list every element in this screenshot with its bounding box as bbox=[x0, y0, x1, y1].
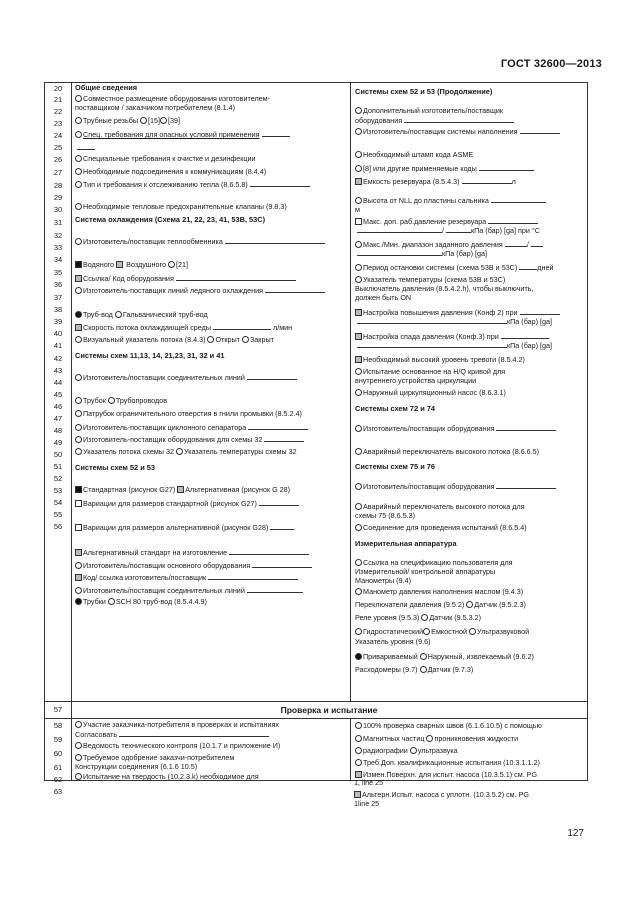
radio-icon bbox=[355, 128, 362, 135]
radio-icon bbox=[355, 107, 362, 114]
row-number: 60 bbox=[53, 749, 63, 758]
radio-icon bbox=[75, 598, 82, 605]
field-connection-lines[interactable]: Изготовитель/поставщик соединительных линий bbox=[75, 373, 297, 383]
radio-icon bbox=[140, 117, 147, 124]
row-number: 59 bbox=[53, 735, 63, 744]
field-shutdown-period[interactable]: Период остановки системы (схема 53В и 53С) дней bbox=[355, 263, 553, 273]
field-co-location[interactable]: Совместное размещение оборудования изготовителем- bbox=[75, 95, 270, 104]
checkbox-icon bbox=[354, 791, 361, 798]
radio-icon bbox=[75, 95, 82, 102]
field-high-level-alarm[interactable]: Необходимый высокий уровень тревоги (8.5.4.2) bbox=[355, 356, 525, 365]
field-gauges: Манометры (9.4) bbox=[355, 576, 411, 585]
row-number: 29 bbox=[53, 193, 63, 202]
field-agree: Согласовать bbox=[75, 730, 118, 739]
row-number: 25 bbox=[53, 143, 63, 152]
field-orifice[interactable]: Патрубок ограничительного отверстия в гнили промывки (8.5.2.4) bbox=[75, 410, 302, 419]
row-number: 33 bbox=[53, 243, 63, 252]
checkbox-icon bbox=[75, 500, 82, 507]
field-nll-height[interactable]: Высота от NLL до пластины сальника bbox=[355, 196, 546, 206]
systems-52-title: Системы схем 52 и 53 bbox=[75, 463, 156, 472]
field-additional-supplier[interactable]: Дополнительный изготовитель/поставщик bbox=[355, 107, 503, 116]
radio-icon bbox=[75, 155, 82, 162]
systems-75-title: Системы схем 75 и 76 bbox=[355, 462, 436, 471]
field-main-equipment[interactable]: Изготовитель/поставщик основного оборудования bbox=[75, 561, 312, 571]
radio-icon bbox=[75, 410, 82, 417]
row-number: 57 bbox=[53, 705, 63, 714]
field-tank-capacity[interactable]: Емкость резервуара (8.5.4.3) л bbox=[355, 177, 516, 187]
row-number: 47 bbox=[53, 414, 63, 423]
radio-icon bbox=[75, 721, 82, 728]
field-scheme32-equipment[interactable]: Изготовитель-поставщик оборудования для схемы 32 bbox=[75, 435, 304, 445]
radio-icon bbox=[75, 397, 82, 404]
radio-icon bbox=[75, 238, 82, 245]
radio-icon bbox=[75, 742, 82, 749]
field-alt-pump-test[interactable]: Альтерн.Испыт. насоса с уплотн. (10.3.5.2) см. PG bbox=[354, 791, 529, 800]
field-pressure-rise[interactable]: Настройка повышения давления (Конф 2) при bbox=[355, 308, 560, 318]
radio-icon bbox=[355, 151, 362, 158]
field-utility-connections[interactable]: Необходимые подсоединения к коммуникациям (8.4.4) bbox=[75, 168, 266, 177]
field-heat-exchanger[interactable]: Изготовитель/поставщик теплообменника bbox=[75, 237, 325, 247]
row-number: 43 bbox=[53, 366, 63, 375]
row-number: 21 bbox=[53, 95, 63, 104]
field-level-relay[interactable]: Реле уровня (9.5.3) Датчик (9.5.3.2) bbox=[355, 613, 482, 622]
field-cleaning-reqs[interactable]: Специальные требования к очистке и дезинфекции bbox=[75, 155, 256, 164]
radio-icon bbox=[355, 759, 362, 766]
checkbox-icon bbox=[355, 333, 362, 340]
radio-icon bbox=[75, 203, 82, 210]
row-number: 62 bbox=[53, 775, 63, 784]
radio-icon bbox=[108, 397, 115, 404]
field-welded[interactable]: Привариваемый Наружный, извлекаемый (9.6.2) bbox=[355, 653, 534, 662]
field-equipment-75[interactable]: Изготовитель/поставщик оборудования bbox=[355, 482, 556, 492]
row-number: 46 bbox=[53, 402, 63, 411]
systems-52-cont-title: Системы схем 52 и 53 (Продолжение) bbox=[355, 87, 493, 96]
field-customer-participation[interactable]: Участие заказчика-потребителя в проверках и испытаниях bbox=[75, 721, 279, 730]
field-setpoint-range-unit: кПа (бар) [gа] bbox=[442, 249, 488, 258]
row-number: 51 bbox=[53, 462, 63, 471]
row-number: 55 bbox=[53, 510, 63, 519]
checkbox-icon bbox=[116, 261, 123, 268]
document-header: ГОСТ 32600—2013 bbox=[500, 58, 602, 70]
row-number: 44 bbox=[53, 378, 63, 387]
checkbox-icon bbox=[355, 309, 362, 316]
checkbox-icon bbox=[75, 524, 82, 531]
field-instrument-spec[interactable]: Ссылка на спецификацию пользователя для bbox=[355, 559, 513, 568]
field-cooling-type[interactable]: Водяного Воздушного [21] bbox=[75, 261, 188, 270]
radio-icon bbox=[355, 722, 362, 729]
field-radiography[interactable]: радиографии ультразвука bbox=[355, 747, 458, 756]
field-max-working-pressure[interactable]: Макс. доп. раб.давление резервуара bbox=[355, 217, 538, 227]
field-surface-change-cont: 1, line 25 bbox=[354, 778, 384, 787]
field-equipment-72[interactable]: Изготовитель/поставщик оборудования bbox=[355, 424, 556, 434]
radio-icon bbox=[355, 276, 362, 283]
field-weld-inspection[interactable]: 100% проверка сварных швов (6.1.6.10.5) с помощью bbox=[355, 722, 542, 731]
field-fill-system[interactable]: Изготовитель/поставщик системы наполнения bbox=[355, 127, 560, 137]
radio-icon bbox=[75, 336, 82, 343]
section-title-inspection: Проверка и испытание bbox=[280, 705, 378, 715]
field-level-indicator: Указатель уровня (9.6) bbox=[355, 637, 431, 646]
radio-icon bbox=[355, 264, 362, 271]
cooling-title: Система охлаждения (Схема 21, 22, 23, 41, 53В, 53С) bbox=[75, 215, 266, 224]
systems-11-title: Системы схем 11,13, 14, 21,23, 31, 32 и 41 bbox=[75, 351, 225, 360]
field-hq-test-cont: внутреннего устройства циркуляции bbox=[355, 376, 477, 385]
field-heat-tracing[interactable]: Тип и требования к отслеживанию тепла (8.6.5.8) bbox=[75, 180, 310, 190]
row-number: 31 bbox=[53, 218, 63, 227]
radio-icon bbox=[75, 181, 82, 188]
row-number: 45 bbox=[53, 390, 63, 399]
field-design-approval[interactable]: Требуемое одобрение заказчи-потребителем bbox=[75, 754, 234, 763]
checkbox-icon bbox=[75, 486, 82, 493]
row-number: 58 bbox=[53, 721, 63, 730]
row-number: 22 bbox=[53, 107, 63, 116]
field-high-flow-75-cont: схемы 75 (8.6.5.3) bbox=[355, 511, 415, 520]
radio-icon bbox=[355, 425, 362, 432]
field-pipe-type[interactable]: Труб-вод Гальванический труб-вод bbox=[75, 311, 208, 320]
row-number: 37 bbox=[53, 293, 63, 302]
row-number: 49 bbox=[53, 438, 63, 447]
radio-icon bbox=[160, 117, 167, 124]
row-number: 20 bbox=[53, 84, 63, 93]
row-number: 30 bbox=[53, 205, 63, 214]
field-asme-stamp[interactable]: Необходимый штамп кода ASME bbox=[355, 151, 473, 160]
field-qualification-tests[interactable]: Треб.Доп. квалификационные испытания (10.3.1.1.2) bbox=[355, 759, 540, 768]
radio-icon bbox=[168, 261, 175, 268]
radio-icon bbox=[75, 436, 82, 443]
field-other-codes[interactable]: [8] или другие применяемые коды bbox=[355, 164, 534, 174]
checkbox-icon bbox=[355, 178, 362, 185]
field-inspection-sheet[interactable]: Ведомость технического контроля (10.1.7 и приложение И) bbox=[75, 742, 280, 751]
radio-icon bbox=[75, 562, 82, 569]
radio-icon bbox=[466, 601, 473, 608]
field-level-type[interactable]: Гидростатический Емкостной Ультразвуковой bbox=[355, 628, 529, 637]
field-code-reference[interactable]: Код/ ссылка изготовитель/поставщик bbox=[75, 573, 298, 583]
radio-icon bbox=[207, 336, 214, 343]
field-pressure-switch-cont: должен быть ON bbox=[355, 293, 412, 302]
field-ice-cooling[interactable]: Изготовитель-поставщик линий ледяного охлаждения bbox=[75, 286, 325, 296]
row-number: 40 bbox=[53, 329, 63, 338]
field-alt-standard[interactable]: Альтернативный стандарт на изготовление bbox=[75, 548, 309, 558]
radio-icon bbox=[426, 735, 433, 742]
radio-icon bbox=[420, 653, 427, 660]
radio-icon bbox=[355, 559, 362, 566]
radio-icon bbox=[355, 165, 362, 172]
radio-icon bbox=[355, 389, 362, 396]
field-std-variations[interactable]: Вариации для размеров стандартной (рисунок G27) bbox=[75, 499, 299, 509]
field-alt-pump-test-cont: 1line 25 bbox=[354, 799, 380, 808]
radio-icon bbox=[75, 448, 82, 455]
radio-icon bbox=[115, 311, 122, 318]
checkbox-icon bbox=[75, 324, 82, 331]
field-standard-alt[interactable]: Стандартная (рисунок G27) Альтернативная (рисунок G 28) bbox=[75, 486, 290, 495]
radio-icon bbox=[469, 628, 476, 635]
radio-icon bbox=[355, 653, 362, 660]
row-number: 35 bbox=[53, 268, 63, 277]
checkbox-icon bbox=[355, 356, 362, 363]
row-number: 27 bbox=[53, 168, 63, 177]
section-divider-bottom bbox=[45, 718, 587, 719]
radio-icon bbox=[75, 287, 82, 294]
field-pressure-rise-unit: кПа (бар) [gа] bbox=[507, 317, 553, 326]
row-number: 53 bbox=[53, 486, 63, 495]
field-tubing[interactable]: Трубки SCH 80 труб-вод (8.5.4.4.9) bbox=[75, 598, 207, 607]
checkbox-icon bbox=[355, 218, 362, 225]
radio-icon bbox=[420, 666, 427, 673]
radio-icon bbox=[355, 503, 362, 510]
checkbox-icon bbox=[355, 771, 362, 778]
field-hq-test[interactable]: Испытание основанное на Н/Q кривой для bbox=[355, 368, 505, 377]
radio-icon bbox=[75, 587, 82, 594]
general-info-title: Общие сведения bbox=[75, 83, 138, 92]
field-nll-height-unit: м bbox=[355, 205, 360, 214]
row-number: 41 bbox=[53, 341, 63, 350]
radio-icon bbox=[355, 524, 362, 531]
checkbox-icon bbox=[75, 574, 82, 581]
radio-icon bbox=[108, 598, 115, 605]
measurement-title: Измерительная аппаратура bbox=[355, 539, 457, 548]
radio-icon bbox=[75, 374, 82, 381]
field-pressure-switch: Выключатель давления (8.5.4.2.h), чтобы выключить, bbox=[355, 284, 534, 293]
radio-icon bbox=[355, 448, 362, 455]
field-high-flow-72[interactable]: Аварийный переключатель высокого потока (8.6.6.5) bbox=[355, 448, 539, 457]
field-additional-supplier-cont: оборудования bbox=[355, 116, 403, 125]
radio-icon bbox=[242, 336, 249, 343]
row-number: 32 bbox=[53, 231, 63, 240]
field-equipment-code[interactable]: Ссылка/ Код оборудования bbox=[75, 274, 296, 284]
field-cyclone[interactable]: Изготовитель-поставщик циклонного сепаратора bbox=[75, 423, 308, 433]
field-design-approval-cont: Конструкции соединения (6.1.6 10.5) bbox=[75, 762, 198, 771]
page-number: 127 bbox=[567, 828, 584, 839]
field-thermal-relief[interactable]: Необходимые тепловые предохранительные клапаны (9.8.3) bbox=[75, 203, 287, 212]
field-pressure-switches[interactable]: Переключатели давления (9.5.2) Датчик (9.5.2.3) bbox=[355, 600, 526, 609]
row-number: 52 bbox=[53, 474, 63, 483]
row-number: 26 bbox=[53, 155, 63, 164]
field-test-connection[interactable]: Соединение для проведения испытаний (8.6.5.4) bbox=[355, 524, 527, 533]
radio-icon bbox=[75, 117, 82, 124]
field-temp-indicator[interactable]: Указатель температуры (схема 53В и 53С) bbox=[355, 276, 505, 285]
field-surface-change[interactable]: Измен.Поверхн. для испыт. насоса (10.3.5.1) см. PG bbox=[355, 771, 537, 780]
field-oil-gauge[interactable]: Манометр давления наполнения маслом (9.4.3) bbox=[355, 588, 523, 597]
systems-72-title: Системы схем 72 и 74 bbox=[355, 404, 436, 413]
field-pressure-drop[interactable]: Настройка спада давления (Конф.3) при bbox=[355, 332, 549, 342]
radio-icon bbox=[355, 628, 362, 635]
field-connection-lines-52[interactable]: Изготовитель/поставщик соединительных линий bbox=[75, 586, 303, 596]
field-pressure-drop-unit: кПа (бар) [gа] bbox=[507, 341, 553, 350]
row-number: 38 bbox=[53, 305, 63, 314]
radio-icon bbox=[355, 241, 362, 248]
row-number: 28 bbox=[53, 181, 63, 190]
checkbox-icon bbox=[75, 275, 82, 282]
radio-icon bbox=[355, 588, 362, 595]
row-number: 61 bbox=[53, 763, 63, 772]
radio-icon bbox=[410, 747, 417, 754]
radio-icon bbox=[75, 754, 82, 761]
row-number: 42 bbox=[53, 354, 63, 363]
field-flowmeters[interactable]: Расходомеры (9.7) Датчик (9.7.3) bbox=[355, 665, 474, 674]
row-number: 54 bbox=[53, 498, 63, 507]
row-number: 23 bbox=[53, 119, 63, 128]
field-hazardous-reqs[interactable]: Спец. требования для опасных условий применения bbox=[75, 130, 290, 140]
radio-icon bbox=[355, 197, 362, 204]
field-coolant-flow[interactable]: Скорость потока охлаждающей среды л/мин bbox=[75, 323, 292, 333]
field-scheme32-indicators[interactable]: Указатель потока схемы 32 Указатель температуры схемы 32 bbox=[75, 448, 297, 457]
field-instrument-spec-cont: Измерительной/ контрольной аппаратуры bbox=[355, 567, 496, 576]
field-hardness-test[interactable]: Испытание на твердость (10,2.3.k) необходимое для bbox=[75, 773, 259, 782]
radio-icon bbox=[75, 131, 82, 138]
field-pipe-threads[interactable]: Трубные резьбы [15] [39] bbox=[75, 117, 180, 126]
field-magnetic[interactable]: Магнитных частиц проникновения жидкости bbox=[355, 735, 518, 744]
field-high-flow-75[interactable]: Аварийный переключатель высокого потока для bbox=[355, 503, 525, 512]
radio-icon bbox=[355, 483, 362, 490]
row-number: 48 bbox=[53, 426, 63, 435]
row-number: 36 bbox=[53, 280, 63, 289]
field-max-working-pressure-unit: кПа (бар) [gа] при °С bbox=[471, 226, 540, 235]
radio-icon bbox=[355, 747, 362, 754]
radio-icon bbox=[423, 628, 430, 635]
radio-icon bbox=[75, 424, 82, 431]
radio-icon bbox=[75, 168, 82, 175]
section-divider-top bbox=[45, 701, 587, 702]
row-number: 63 bbox=[53, 787, 63, 796]
row-number: 24 bbox=[53, 131, 63, 140]
field-external-pump[interactable]: Наружный циркуляционный насос (8.6.3.1) bbox=[355, 389, 506, 398]
radio-icon bbox=[75, 773, 82, 780]
radio-icon bbox=[176, 448, 183, 455]
field-alt-variations[interactable]: Вариации для размеров альтернативной (рисунок G28) bbox=[75, 523, 294, 533]
radio-icon bbox=[355, 735, 362, 742]
checkbox-icon bbox=[75, 549, 82, 556]
field-flow-indicator[interactable]: Визуальный указатель потока (8.4.3) Открыт Закрыт bbox=[75, 336, 274, 345]
form-table: Проверка и испытание 20 21 22 23 24 25 26 27 28 29 30 31 32 33 34 35 36 37 38 39 40 41 42 43 44 45 46 47 48 49 50 51 52 53 54 55 56 57 58 59 60 61 62 63 Общие сведения Совместное размещение оборудования изготовителем- поставщиком / заказчиком потребителем (8.1.4) Трубные резьбы [15] [39] Спец. требования для опасных условий применения Специальные требования к очистке и дезинфекции Необходимые подсоединения к коммуникациям (8.4.4) Тип и требования к отслеживанию тепла (8.6.5.8) Необходимые тепловые предохранительные клапаны (9.8.3) Система охлаждения (Схема 21, 22, 23, 41, 53В, 53С) Изготовитель/поставщик теплообменника Водяного Воздушного [21] Ссылка/ Код оборудования Изготовитель-поставщик линий ледяного охлаждения Труб-вод Гальванический труб-вод Скорость потока охлаждающей среды л/мин Визуальный указатель потока (8.4.3) Открыт Закрыт Системы схем 11,13, 14, 21,23, 31, 32 и 41 Изготовитель/поставщик соединительных линий Трубок Трубопроводов Патрубок ограничительного отверстия в гнили промывки (8.5.2.4) Изготовитель-поставщик циклонного сепаратора Изготовитель-поставщик оборудования для схемы 32 Указатель потока схемы 32 Указатель температуры схемы 32 Системы схем 52 и 53 Стандартная (рисунок G27) Альтернативная (рисунок G 28) Вариации для размеров стандартной (рисунок G27) Вариации для размеров альтернативной (рисунок G28) Альтернативный стандарт на изготовление Изготовитель/поставщик основного оборудования Код/ ссылка изготовитель/поставщик Изготовитель/поставщик соединительных линий Трубки SCH 80 труб-вод (8.5.4.4.9) Системы схем 52 и 53 (Продолжение) Дополнительный изготовитель/поставщик оборудования Изготовитель/поставщик системы наполнения Необходимый штамп кода ASME [8] или другие применяемые коды Емкость резервуара (8.5.4.3) л Высота от NLL до пластины сальника м Макс. доп. раб.давление резервуара / кПа (бар) [gа] при °С Макс./Мин. диапазон заданного давления / кПа (бар) [gа] Период остановки системы (схема 53В и 53С) дней Указатель температуры (схема 53В и 53С) Выключатель давления (8.5.4.2.h), чтобы выключить, должен быть ON Настройка повышения давления (Конф 2) при кПа (бар) [gа] Настройка спада давления (Конф.3) при кПа (бар) [gа] Необходимый высокий уровень тревоги (8.5.4.2) Испытание основанное на Н/Q кривой для внутреннего устройства циркуляции Наружный циркуляционный насос (8.6.3.1) Системы схем 72 и 74 Изготовитель/поставщик оборудования Аварийный переключатель высокого потока (8.6.6.5) Системы схем 75 и 76 Изготовитель/поставщик оборудования Аварийный переключатель высокого потока для схемы 75 (8.6.5.3) Соединение для проведения испытаний (8.6.5.4) Измерительная аппаратура Ссылка на спецификацию пользователя для Измерительной/ контрольной аппаратуры Манометры (9.4) Манометр давления наполнения маслом (9.4.3) Переключатели давления (9.5.2) Датчик (9.5.2.3) Реле уровня (9.5.3) Датчик (9.5.3.2) Гидростатический Емкостной Ультразвуковой Указатель уровня (9.6) Привариваемый Наружный, извлекаемый (9.6.2) Расходомеры (9.7) Датчик (9.7.3) Участие заказчика-потребителя в проверках и испытаниях Согласовать Ведомость технического контроля (10.1.7 и приложение И) Требуемое одобрение заказчи-потребителем Конструкции соединения (6.1.6 10.5) Испытание на твердость (10,2.3.k) необходимое для 100% проверка сварных швов (6.1.6.10.5) с помощью Магнитных частиц проникновения жидкости радиографии ультразвука Треб.Доп. квалификационные испытания (10.3.1.1.2) Измен.Поверхн. для испыт. насоса (10.3.5.1) см. PG bbox=[44, 82, 588, 781]
radio-icon bbox=[421, 614, 428, 621]
checkbox-icon bbox=[177, 486, 184, 493]
checkbox-icon bbox=[75, 261, 82, 268]
row-number: 56 bbox=[53, 522, 63, 531]
field-setpoint-range[interactable]: Макс./Мин. диапазон заданного давления / bbox=[355, 240, 543, 250]
radio-icon bbox=[355, 368, 362, 375]
field-co-location-cont: поставщиком / заказчиком потребителем (8.1.4) bbox=[75, 103, 236, 112]
field-tube-type[interactable]: Трубок Трубопроводов bbox=[75, 397, 167, 406]
radio-icon bbox=[75, 311, 82, 318]
row-number: 34 bbox=[53, 255, 63, 264]
row-number: 50 bbox=[53, 450, 63, 459]
row-number: 39 bbox=[53, 317, 63, 326]
